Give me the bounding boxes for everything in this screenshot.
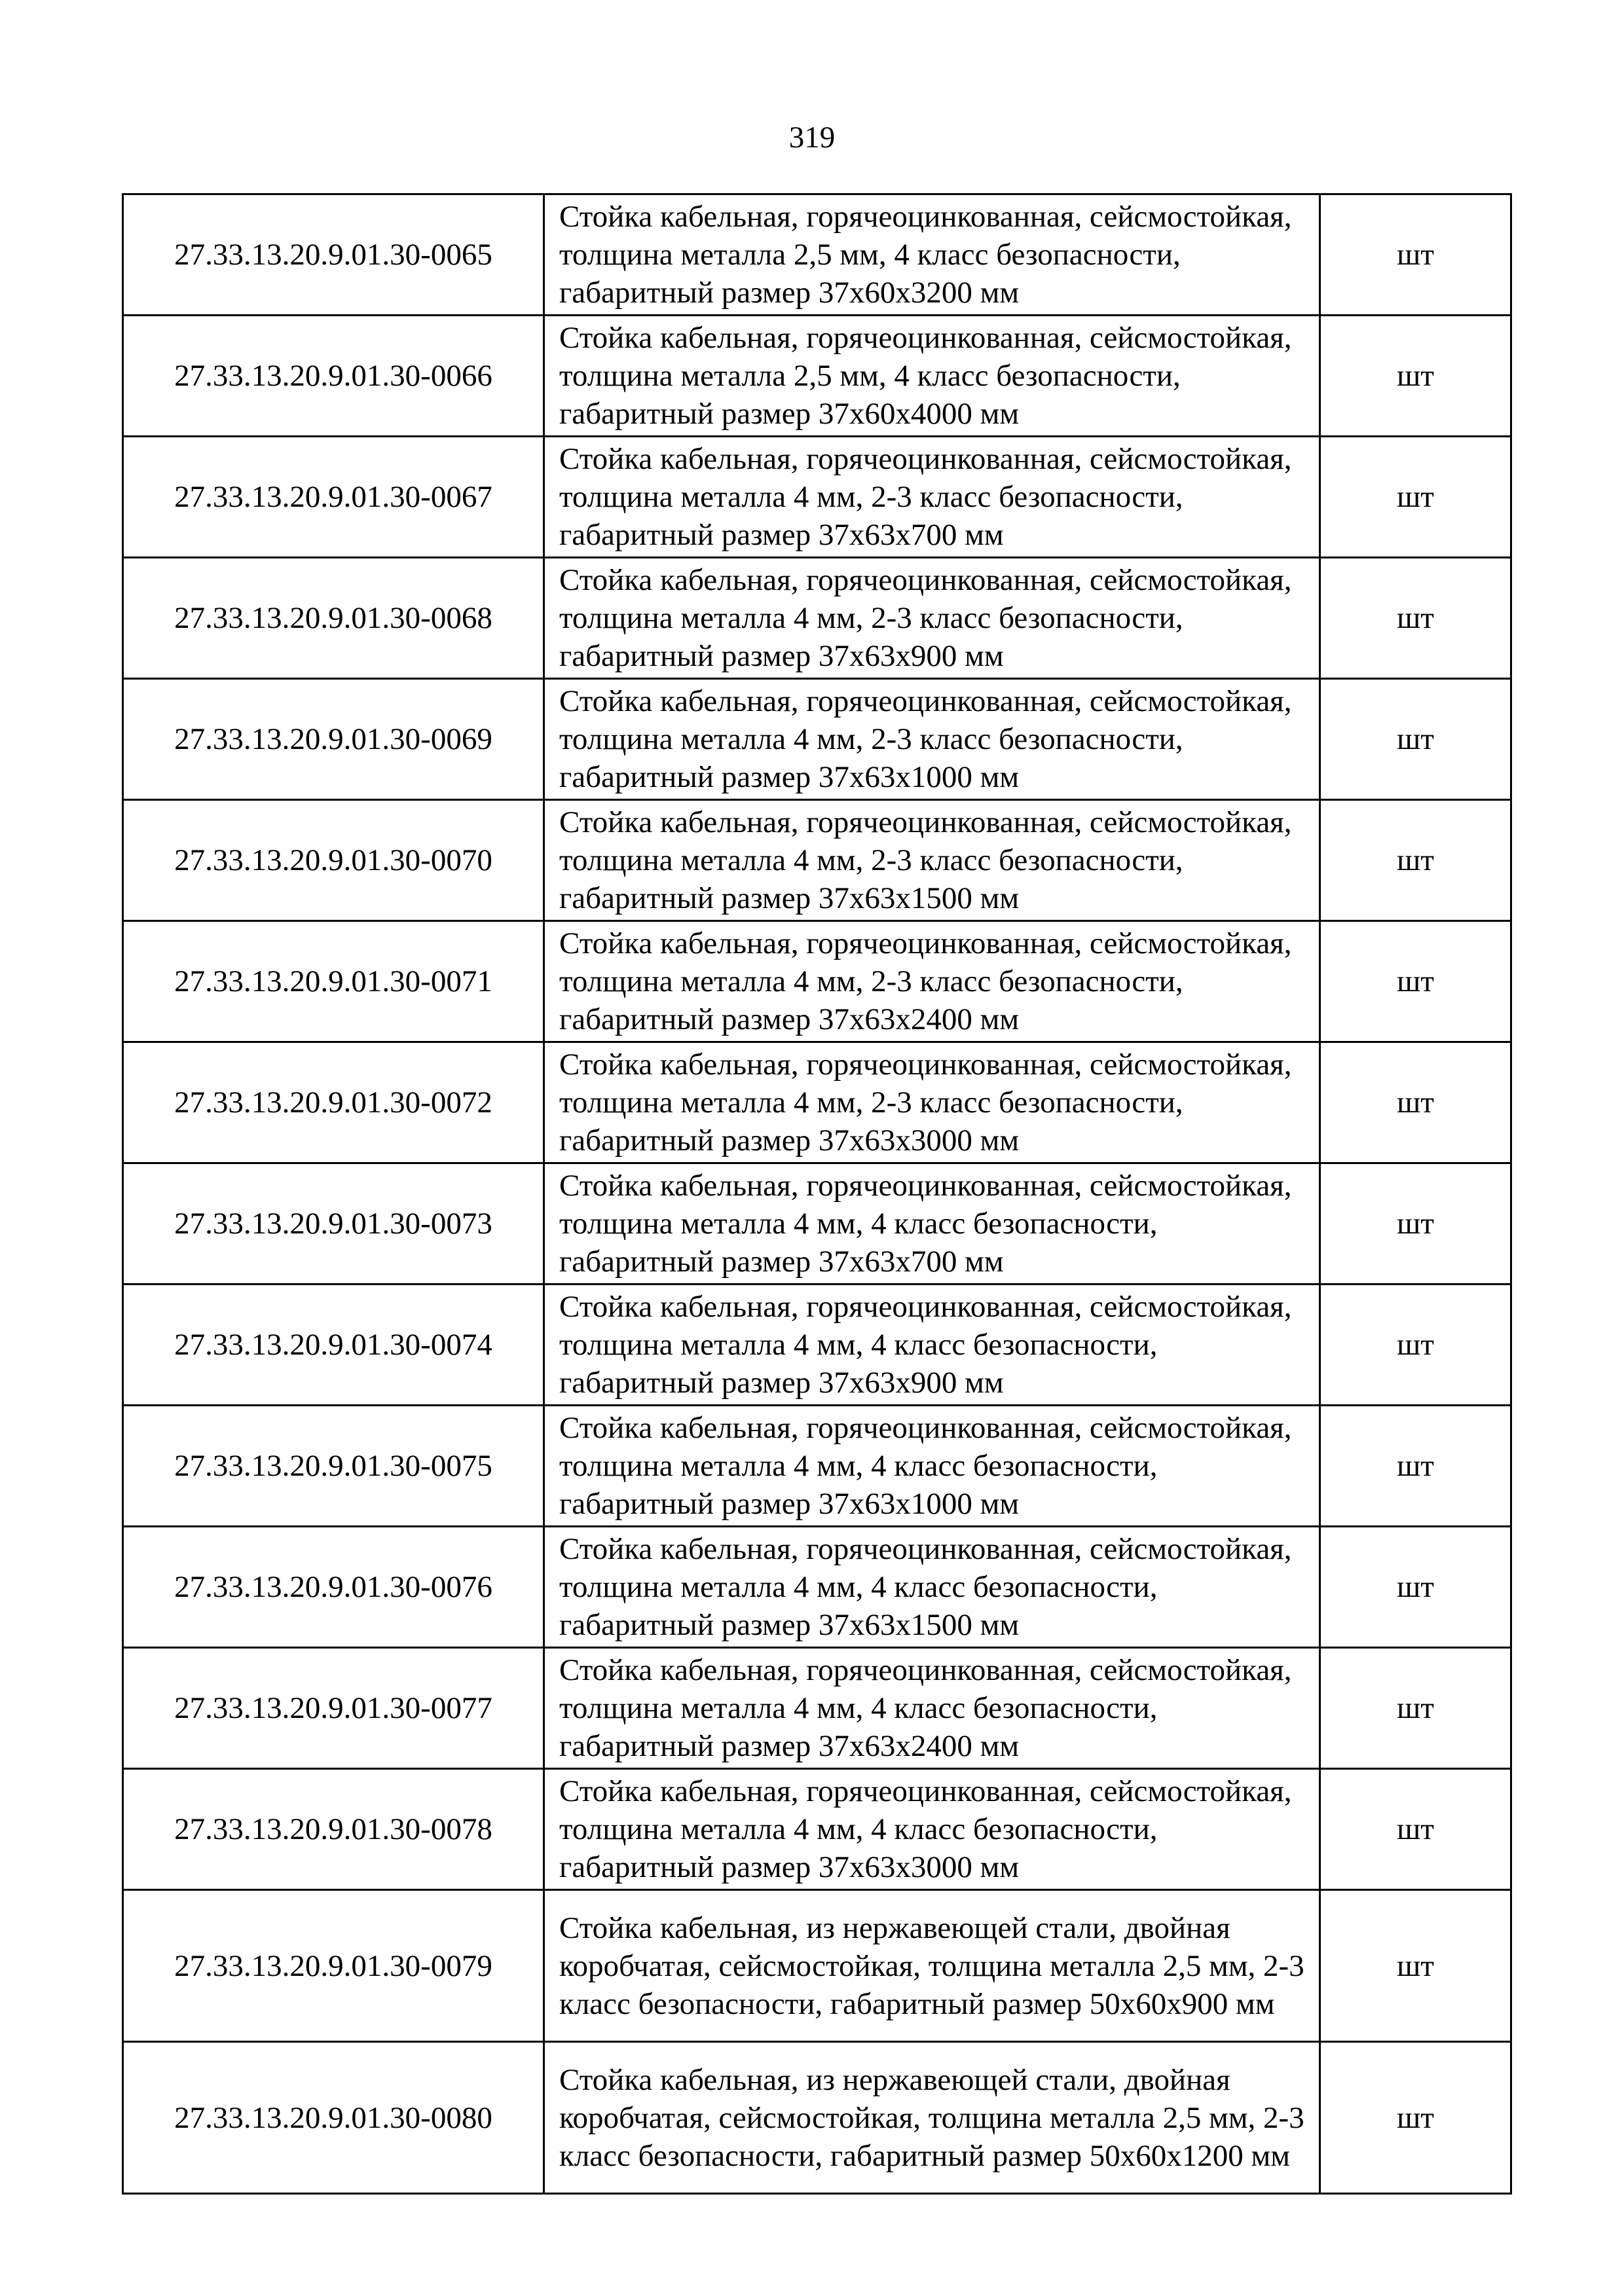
resource-description: Стойка кабельная, горячеоцинкованная, сейсмостойкая, толщина металла 2,5 мм, 4 класс безопасности, габаритный размер 37x60x3200 мм (544, 194, 1320, 316)
resource-code: 27.33.13.20.9.01.30-0069 (123, 679, 544, 800)
resource-code: 27.33.13.20.9.01.30-0079 (123, 1890, 544, 2042)
unit-of-measure: шт (1320, 1648, 1511, 1769)
unit-of-measure: шт (1320, 1163, 1511, 1285)
resource-code: 27.33.13.20.9.01.30-0065 (123, 194, 544, 316)
table-row (123, 1769, 1511, 1890)
resource-code: 27.33.13.20.9.01.30-0078 (123, 1769, 544, 1890)
resource-code: 27.33.13.20.9.01.30-0074 (123, 1285, 544, 1406)
unit-of-measure: шт (1320, 1527, 1511, 1648)
page-number: 319 (788, 120, 836, 155)
resource-description: Стойка кабельная, горячеоцинкованная, сейсмостойкая, толщина металла 4 мм, 2-3 класс безопасности, габаритный размер 37x63x1000 мм (544, 679, 1320, 800)
unit-of-measure: шт (1320, 558, 1511, 679)
table-row (123, 1042, 1511, 1163)
resource-description: Стойка кабельная, из нержавеющей стали, двойная коробчатая, сейсмостойкая, толщина металла 2,5 мм, 2-3 класс безопасности, габаритный размер 50x60x900 мм (544, 1890, 1320, 2042)
resource-description: Стойка кабельная, горячеоцинкованная, сейсмостойкая, толщина металла 4 мм, 2-3 класс безопасности, габаритный размер 37x63x3000 мм (544, 1042, 1320, 1163)
table-row (123, 1285, 1511, 1406)
resource-description: Стойка кабельная, горячеоцинкованная, сейсмостойкая, толщина металла 4 мм, 4 класс безопасности, габаритный размер 37x63x2400 мм (544, 1648, 1320, 1769)
resource-code: 27.33.13.20.9.01.30-0070 (123, 800, 544, 921)
unit-of-measure: шт (1320, 316, 1511, 437)
unit-of-measure: шт (1320, 194, 1511, 316)
resource-description: Стойка кабельная, горячеоцинкованная, сейсмостойкая, толщина металла 4 мм, 2-3 класс безопасности, габаритный размер 37x63x2400 мм (544, 921, 1320, 1042)
table-row (123, 1527, 1511, 1648)
table-row (123, 921, 1511, 1042)
resource-description: Стойка кабельная, горячеоцинкованная, сейсмостойкая, толщина металла 4 мм, 4 класс безопасности, габаритный размер 37x63x1500 мм (544, 1527, 1320, 1648)
resource-description: Стойка кабельная, горячеоцинкованная, сейсмостойкая, толщина металла 4 мм, 4 класс безопасности, габаритный размер 37x63x3000 мм (544, 1769, 1320, 1890)
resource-table (122, 193, 1512, 2195)
unit-of-measure: шт (1320, 800, 1511, 921)
resource-code: 27.33.13.20.9.01.30-0067 (123, 437, 544, 558)
resource-description: Стойка кабельная, горячеоцинкованная, сейсмостойкая, толщина металла 4 мм, 2-3 класс безопасности, габаритный размер 37x63x700 мм (544, 437, 1320, 558)
resource-description: Стойка кабельная, горячеоцинкованная, сейсмостойкая, толщина металла 4 мм, 2-3 класс безопасности, габаритный размер 37x63x1500 мм (544, 800, 1320, 921)
table-row (123, 679, 1511, 800)
unit-of-measure: шт (1320, 1285, 1511, 1406)
table-row (123, 1406, 1511, 1527)
unit-of-measure: шт (1320, 2042, 1511, 2194)
resource-description: Стойка кабельная, горячеоцинкованная, сейсмостойкая, толщина металла 4 мм, 2-3 класс безопасности, габаритный размер 37x63x900 мм (544, 558, 1320, 679)
resource-code: 27.33.13.20.9.01.30-0072 (123, 1042, 544, 1163)
unit-of-measure: шт (1320, 1890, 1511, 2042)
resource-code: 27.33.13.20.9.01.30-0077 (123, 1648, 544, 1769)
resource-code: 27.33.13.20.9.01.30-0073 (123, 1163, 544, 1285)
unit-of-measure: шт (1320, 1042, 1511, 1163)
resource-description: Стойка кабельная, горячеоцинкованная, сейсмостойкая, толщина металла 4 мм, 4 класс безопасности, габаритный размер 37x63x700 мм (544, 1163, 1320, 1285)
resource-code: 27.33.13.20.9.01.30-0071 (123, 921, 544, 1042)
resource-code: 27.33.13.20.9.01.30-0068 (123, 558, 544, 679)
resource-code: 27.33.13.20.9.01.30-0076 (123, 1527, 544, 1648)
table-row (123, 2042, 1511, 2194)
resource-code: 27.33.13.20.9.01.30-0080 (123, 2042, 544, 2194)
resource-description: Стойка кабельная, из нержавеющей стали, двойная коробчатая, сейсмостойкая, толщина металла 2,5 мм, 2-3 класс безопасности, габаритный размер 50x60x1200 мм (544, 2042, 1320, 2194)
table-row (123, 1163, 1511, 1285)
resource-description: Стойка кабельная, горячеоцинкованная, сейсмостойкая, толщина металла 2,5 мм, 4 класс безопасности, габаритный размер 37x60x4000 мм (544, 316, 1320, 437)
table-row (123, 558, 1511, 679)
table-row (123, 194, 1511, 316)
resource-code: 27.33.13.20.9.01.30-0075 (123, 1406, 544, 1527)
unit-of-measure: шт (1320, 921, 1511, 1042)
table-row (123, 800, 1511, 921)
unit-of-measure: шт (1320, 1769, 1511, 1890)
unit-of-measure: шт (1320, 679, 1511, 800)
unit-of-measure: шт (1320, 437, 1511, 558)
table-row (123, 1890, 1511, 2042)
table-row (123, 1648, 1511, 1769)
resource-description: Стойка кабельная, горячеоцинкованная, сейсмостойкая, толщина металла 4 мм, 4 класс безопасности, габаритный размер 37x63x900 мм (544, 1285, 1320, 1406)
table-row (123, 437, 1511, 558)
table-row (123, 316, 1511, 437)
resource-description: Стойка кабельная, горячеоцинкованная, сейсмостойкая, толщина металла 4 мм, 4 класс безопасности, габаритный размер 37x63x1000 мм (544, 1406, 1320, 1527)
unit-of-measure: шт (1320, 1406, 1511, 1527)
resource-code: 27.33.13.20.9.01.30-0066 (123, 316, 544, 437)
